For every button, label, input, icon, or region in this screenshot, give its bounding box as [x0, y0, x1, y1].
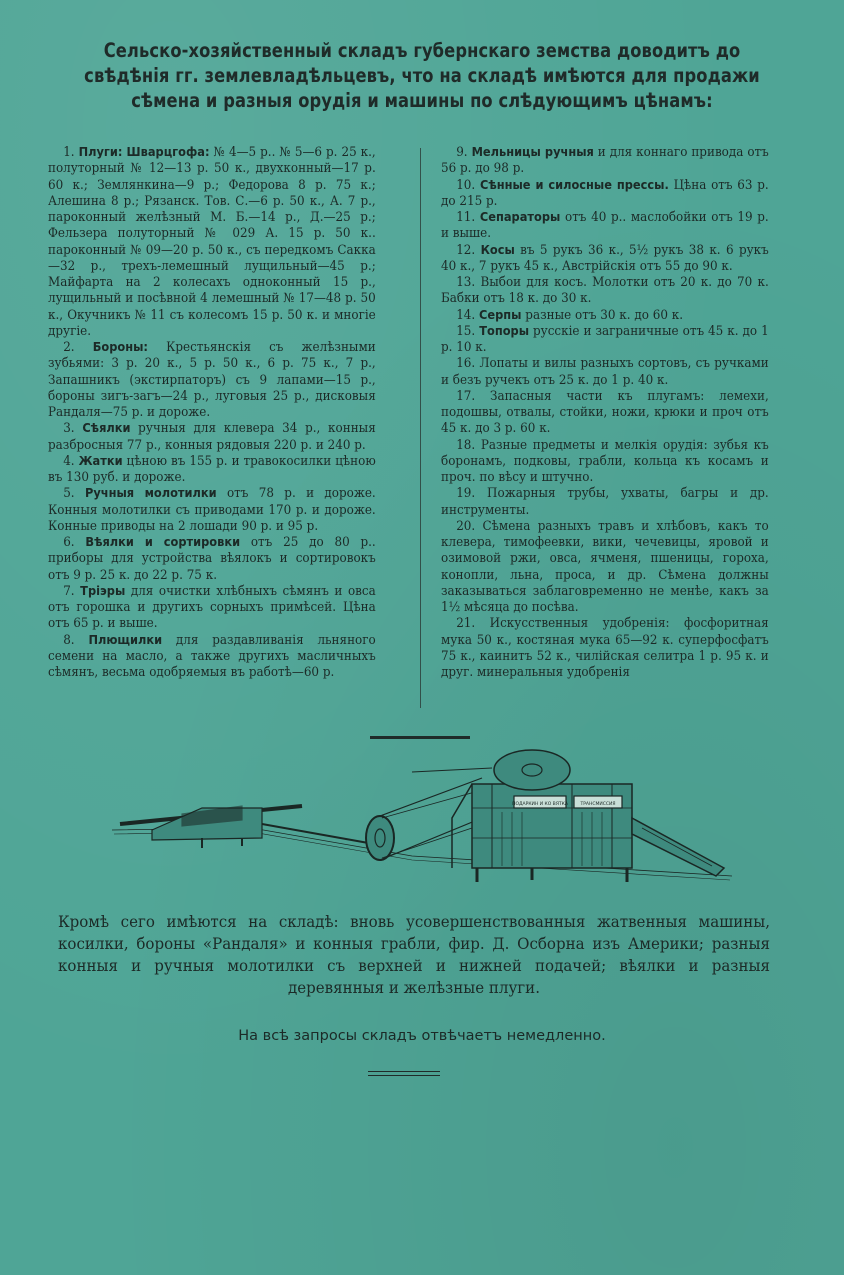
item-title: Плющилки [88, 632, 163, 647]
item-title: Мельницы ручныя [471, 145, 594, 159]
item-title: Топоры [479, 323, 530, 338]
list-item: 9. Мельницы ручныя и для коннаго привода отъ 56 р. до 98 р. [441, 144, 769, 176]
list-item: 8. Плющилки для раздавливанія льняного семени на масло, а также другихъ масличныхъ сѣмянъ, весьма одобряемыя въ работѣ—60 р. [48, 631, 376, 679]
machine-sign-1: ПОДАРКИН И КО ВЯТКА [512, 802, 568, 807]
list-item: 20. Сѣмена разныхъ травъ и хлѣбовъ, какъ то клевера, тимофеевки, вики, чечевицы, яровой и озимовой ржи, овса, ячменя, пшеницы, гороха, конопли, льна, проса, и др. Сѣмена должны заказываться заблаговременно не менѣе, какъ за 1½ мѣсяца до посѣва. [441, 517, 769, 614]
list-item: 10. Сѣнные и силосные прессы. Цѣна отъ 63 р. до 215 р. [441, 176, 769, 208]
item-title: Сѣнные и силосные прессы. [479, 177, 669, 192]
list-item: 18. Разные предметы и мелкія орудія: зубья къ боронамъ, подковы, грабли, кольца къ косамъ и проч. по вѣсу и штучно. [441, 436, 769, 484]
list-item: 15. Топоры русскіе и заграничные отъ 45 к. до 1 р. 10 к. [441, 322, 769, 354]
threshing-machine-illustration [112, 748, 732, 894]
bottom-divider [368, 1071, 440, 1072]
column-divider [420, 148, 421, 708]
item-title: Сепараторы [479, 210, 561, 224]
item-title: Вѣялки и сортировки [85, 535, 241, 549]
list-item: 16. Лопаты и вилы разныхъ сортовъ, съ ручками и безъ ручекъ отъ 25 к. до 1 р. 40 к. [441, 355, 769, 387]
list-item: 7. Тріэры для очистки хлѣбныхъ сѣмянъ и овса отъ горошка и другихъ сорныхъ примѣсей. Цѣна отъ 65 р. и выше. [48, 582, 376, 631]
list-item: 1. Плуги: Шварцгофа: № 4—5 р.. № 5—6 р. 25 к., полуторный № 12—13 р. 50 к., двухконный—17 р. 60 к.; Землянкина—9 р.; Федорова 8 р. 75 к.; Алешина 8 р.; Рязанск. Тов. С.—6 р. 50 к., А. 7 р., пароконный желѣзный М. Б.—14 р., Д.—25 р.; Фельзера полуторный № 029 А. 15 р. 50 к.. пароконный № 09—20 р. 50 к., съ передкомъ Сакка—32 р., трехъ-лемешный лущильный—45 р.; Майфарта на 2 колесахъ одноконный 15 р., лущильный и посѣвной 4 лемешный № 17—48 р. 50 к., Окучникъ № 11 съ колесомъ 15 р. 50 к. и многіе другіе. [48, 144, 376, 338]
list-item: 4. Жатки цѣною въ 155 р. и травокосилки цѣною въ 130 руб. и дороже. [48, 452, 376, 484]
list-item: 14. Серпы разные отъ 30 к. до 60 к. [456, 306, 684, 322]
item-title: Сѣялки [82, 421, 131, 436]
machine-sign-2: ТРАНСМИССИЯ [580, 802, 616, 807]
additional-goods-note: Кромѣ сего имѣются на складѣ: вновь усовершенствованныя жатвенныя машины, косилки, бороны «Рандаля» и конныя грабли, фир. Д. Осборна изъ Америки; разныя конныя и ручныя молотилки съ верхней и нижней подачей; вѣялки и разныя деревянныя и желѣзные плуги. [58, 913, 770, 997]
page-heading: Сельско-хозяйственный складъ губернскаго земства доводитъ до свѣдѣнія гг. землевладѣльцевъ, что на складѣ имѣются для продажи сѣмена и разныя орудія и машины по слѣдующимъ цѣнамъ: [84, 39, 760, 112]
item-title: Бороны: [92, 340, 148, 354]
section-divider [370, 736, 470, 739]
item-title: Жатки [78, 453, 123, 468]
inquiries-notice: На всѣ запросы складъ отвѣчаетъ немедленно. [238, 1028, 606, 1044]
list-item: 21. Искусственныя удобренія: фосфоритная мука 50 к., костяная мука 65—92 к. суперфосфатъ 75 к., каинитъ 52 к., чилійская селитра 1 р. 95 к. и друг. минеральныя удобренія [441, 615, 769, 679]
item-title: Серпы [479, 307, 522, 322]
bottom-divider [368, 1075, 440, 1076]
list-item: 19. Пожарныя трубы, ухваты, багры и др. инструменты. [441, 485, 769, 517]
list-item: 13. Выбои для косъ. Молотки отъ 20 к. до 70 к. Бабки отъ 18 к. до 30 к. [441, 274, 769, 306]
item-title: Ручныя молотилки [84, 486, 217, 501]
price-list-right-column [441, 144, 769, 680]
item-title: Тріэры [80, 583, 126, 598]
list-item: 12. Косы въ 5 рукъ 36 к., 5½ рукъ 38 к. 6 рукъ 40 к., 7 рукъ 45 к., Австрійскія отъ 55 до 90 к. [441, 241, 769, 273]
list-item: 11. Сепараторы отъ 40 р.. маслобойки отъ 19 р. и выше. [441, 209, 769, 241]
item-title: Плуги: Шварцгофа: [78, 145, 210, 159]
list-item: 17. Запасныя части къ плугамъ: лемехи, подошвы, отвалы, стойки, ножи, крюки и проч отъ 45 к. до 3 р. 60 к. [441, 387, 769, 436]
list-item: 6. Вѣялки и сортировки отъ 25 до 80 р.. приборы для устройства вѣялокъ и сортировокъ отъ 9 р. 25 к. до 22 р. 75 к. [48, 534, 376, 582]
list-item: 2. Бороны: Крестьянскія съ желѣзными зубьями: 3 р. 20 к., 5 р. 50 к., 6 р. 75 к., 7 р., Запашникъ (экстирпаторъ) съ 9 лапами—15 р., бороны зигъ-загъ—24 р., луговыя 25 р., дисковыя Рандаля—75 р. и дороже. [48, 339, 376, 419]
price-list-left-column [48, 144, 376, 680]
list-item: 5. Ручныя молотилки отъ 78 р. и дороже. Конныя молотилки съ приводами 170 р. и дороже. Конные приводы на 2 лошади 90 р. и 95 р. [48, 485, 376, 533]
item-title: Косы [480, 242, 515, 257]
list-item: 3. Сѣялки ручныя для клевера 34 р., конныя разбросныя 77 р., конныя рядовыя 220 р. и 240 р. [48, 420, 376, 452]
